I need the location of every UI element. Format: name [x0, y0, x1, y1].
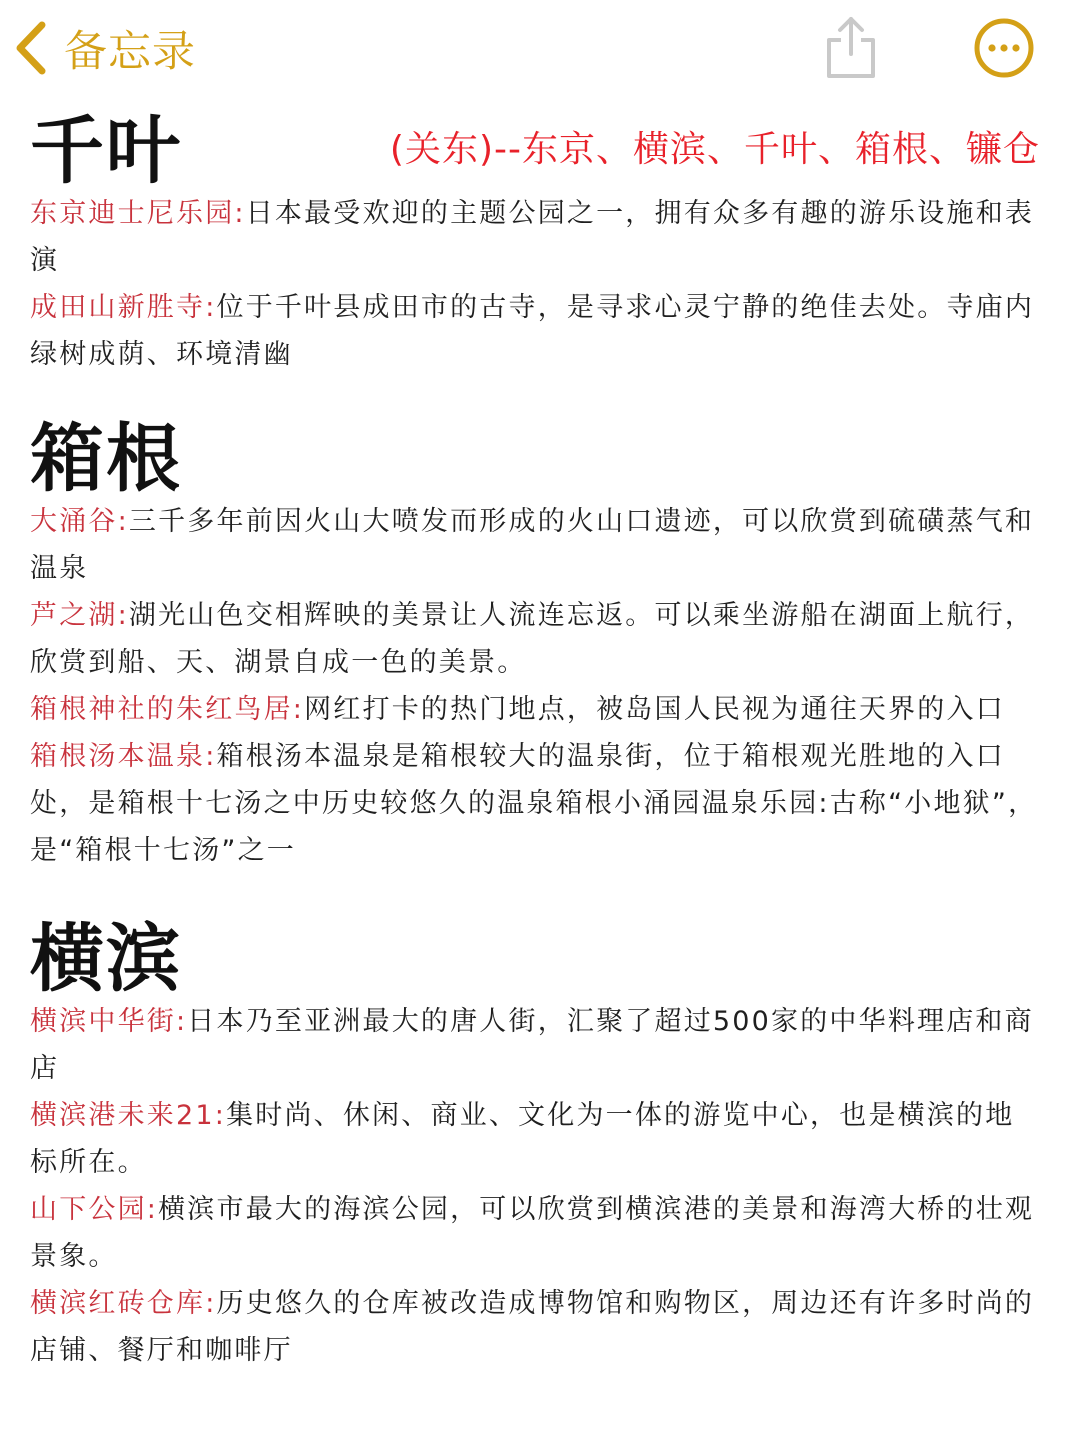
list-item: [30, 998, 1040, 1092]
list-item: [30, 1280, 1040, 1374]
list-item: [30, 284, 1040, 378]
place-description: 横滨市最大的海滨公园，可以欣赏到横滨港的美景和海湾大桥的壮观景象。: [30, 1194, 1035, 1272]
note-content[interactable]: [30, 108, 1040, 1374]
back-button[interactable]: [14, 18, 196, 78]
list-item: [30, 733, 1040, 874]
share-button[interactable]: [820, 10, 882, 82]
section-header-hakone: [30, 416, 1040, 502]
list-item: [30, 498, 1040, 592]
section-header-chiba: [30, 108, 1040, 194]
place-description: 集时尚、休闲、商业、文化为一体的游览中心，也是横滨的地标所在。: [30, 1100, 1015, 1178]
list-item: [30, 592, 1040, 686]
place-label: 横滨港未来21:: [30, 1100, 227, 1131]
place-description: 历史悠久的仓库被改造成博物馆和购物区，周边还有许多时尚的店铺、餐厅和咖啡厅: [30, 1288, 1035, 1366]
more-icon: [972, 16, 1036, 80]
place-label: 箱根神社的朱红鸟居:: [30, 694, 305, 725]
region-note: (关东)--东京、横滨、千叶、箱根、镰仓: [389, 129, 1040, 170]
list-item: [30, 686, 1040, 733]
place-description: 湖光山色交相辉映的美景让人流连忘返。可以乘坐游船在湖面上航行，欣赏到船、天、湖景自成一色的美景。: [30, 600, 1035, 678]
place-description: 日本最受欢迎的主题公园之一，拥有众多有趣的游乐设施和表演: [30, 198, 1035, 276]
section-title: 箱根: [30, 416, 182, 502]
place-description: 日本乃至亚洲最大的唐人街，汇聚了超过500家的中华料理店和商店: [30, 1006, 1034, 1084]
back-label: 备忘录: [64, 26, 196, 77]
place-description: 箱根汤本温泉是箱根较大的温泉街，位于箱根观光胜地的入口处，是箱根十七汤之中历史较悠久的温泉箱根小涌园温泉乐园:古称“小地狱”，是“箱根十七汤”之一: [30, 741, 1038, 866]
list-item: [30, 1092, 1040, 1186]
place-label: 箱根汤本温泉:: [30, 741, 217, 772]
place-label: 横滨中华街:: [30, 1006, 188, 1037]
list-item: [30, 190, 1040, 284]
section-spacer: [30, 874, 1040, 920]
place-description: 位于千叶县成田市的古寺，是寻求心灵宁静的绝佳去处。寺庙内绿树成荫、环境清幽: [30, 292, 1035, 370]
list-item: [30, 1186, 1040, 1280]
place-label: 东京迪士尼乐园:: [30, 198, 246, 229]
place-label: 山下公园:: [30, 1194, 159, 1225]
section-header-yokohama: [30, 916, 1040, 1002]
place-label: 芦之湖:: [30, 600, 129, 631]
section-spacer: [30, 378, 1040, 420]
place-label: 成田山新胜寺:: [30, 292, 217, 323]
chevron-left-icon: [14, 20, 48, 76]
more-options-button[interactable]: [972, 16, 1036, 80]
place-description: 网红打卡的热门地点，被岛国人民视为通往天界的入口: [304, 694, 1005, 725]
section-title: 横滨: [30, 916, 182, 1002]
share-icon: [820, 10, 882, 82]
place-label: 大涌谷:: [30, 506, 129, 537]
place-description: 三千多年前因火山大喷发而形成的火山口遗迹，可以欣赏到硫磺蒸气和温泉: [30, 506, 1035, 584]
navigation-bar: [0, 0, 1080, 100]
section-title: 千叶: [30, 108, 182, 194]
place-label: 横滨红砖仓库:: [30, 1288, 217, 1319]
